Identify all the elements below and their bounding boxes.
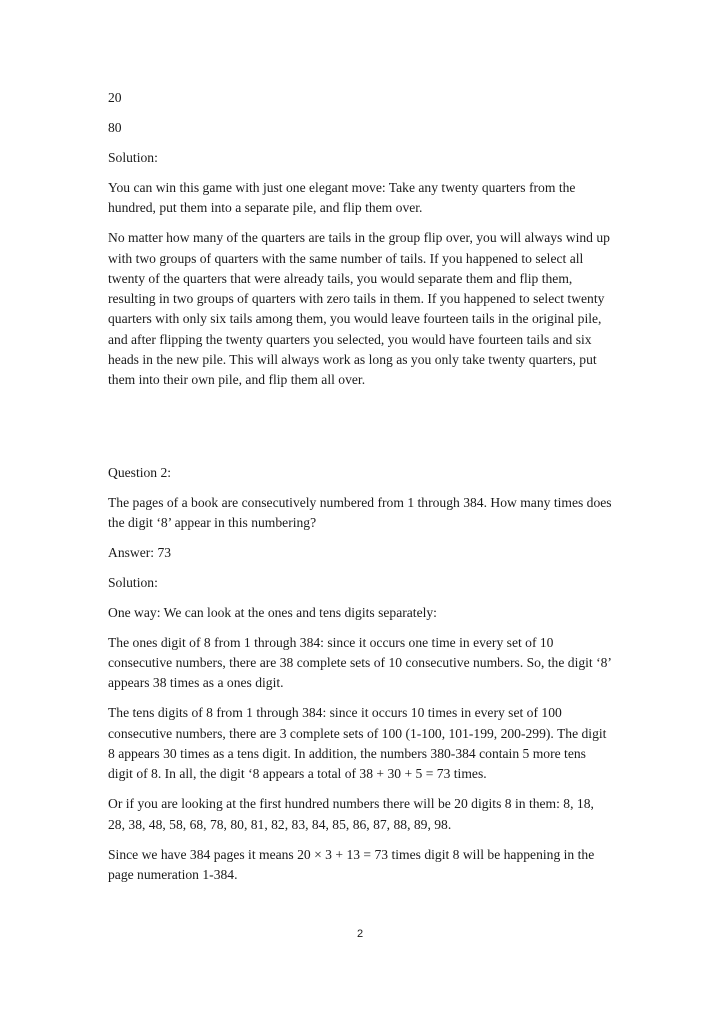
solution-label: Solution: bbox=[108, 149, 158, 165]
question-heading: Question 2: bbox=[108, 464, 172, 480]
page-number: 2 bbox=[356, 928, 364, 940]
solution-paragraph: Since we have 384 pages it means 20 × 3 + 13 = 73 times digit 8 will be happening in the page numeration 1-384. bbox=[108, 846, 595, 882]
solution-label: Solution: bbox=[108, 574, 158, 590]
question-text: The pages of a book are consecutively numbered from 1 through 384. How many times does the digit ‘8’ appear in this numbering? bbox=[108, 494, 612, 530]
solution-paragraph: The ones digit of 8 from 1 through 384: since it occurs one time in every set of 10 consecutive numbers, there are 38 complete sets of 10 consecutive numbers. So, the digit ‘8’ appears 38 times as a ones digit. bbox=[108, 634, 611, 691]
solution-paragraph: The tens digits of 8 from 1 through 384: since it occurs 10 times in every set of 100 consecutive numbers, there are 3 complete sets of 100 (1-100, 101-199, 200-299). The digit 8 appears 30 times as a tens digit. In addition, the numbers 380-384 contain 5 more tens digit of 8. In all, the digit ‘8 appears a total of 38 + 30 + 5 = 73 times. bbox=[108, 705, 607, 782]
solution-paragraph: One way: We can look at the ones and tens digits separately: bbox=[108, 604, 437, 620]
answer-option-80: 80 bbox=[108, 119, 122, 135]
solution-paragraph: No matter how many of the quarters are tails in the group flip over, you will always wind up with two groups of quarters with the same number of tails. If you happened to select all twenty of the quarters that were already tails, you would separate them and flip them, resulting in two groups of quarters with zero tails in them. If you happened to select twenty quarters with only six tails among them, you would leave fourteen tails in the original pile, and after flipping the twenty quarters you selected, you would have fourteen tails and six heads in the new pile. This will always work as long as you only take twenty quarters, put them into their own pile, and flip them all over. bbox=[108, 230, 610, 388]
solution-paragraph: You can win this game with just one elegant move: Take any twenty quarters from the hundred, put them into a separate pile, and flip them over. bbox=[108, 179, 576, 216]
answer-text: Answer: 73 bbox=[108, 544, 172, 560]
solution-paragraph: Or if you are looking at the first hundred numbers there will be 20 digits 8 in them: 8, 18, 28, 38, 48, 58, 68, 78, 80, 81, 82, 83, 84, 85, 86, 87, 88, 89, 98. bbox=[108, 796, 594, 832]
page-content bbox=[108, 88, 613, 895]
answer-option-20: 20 bbox=[108, 90, 122, 105]
